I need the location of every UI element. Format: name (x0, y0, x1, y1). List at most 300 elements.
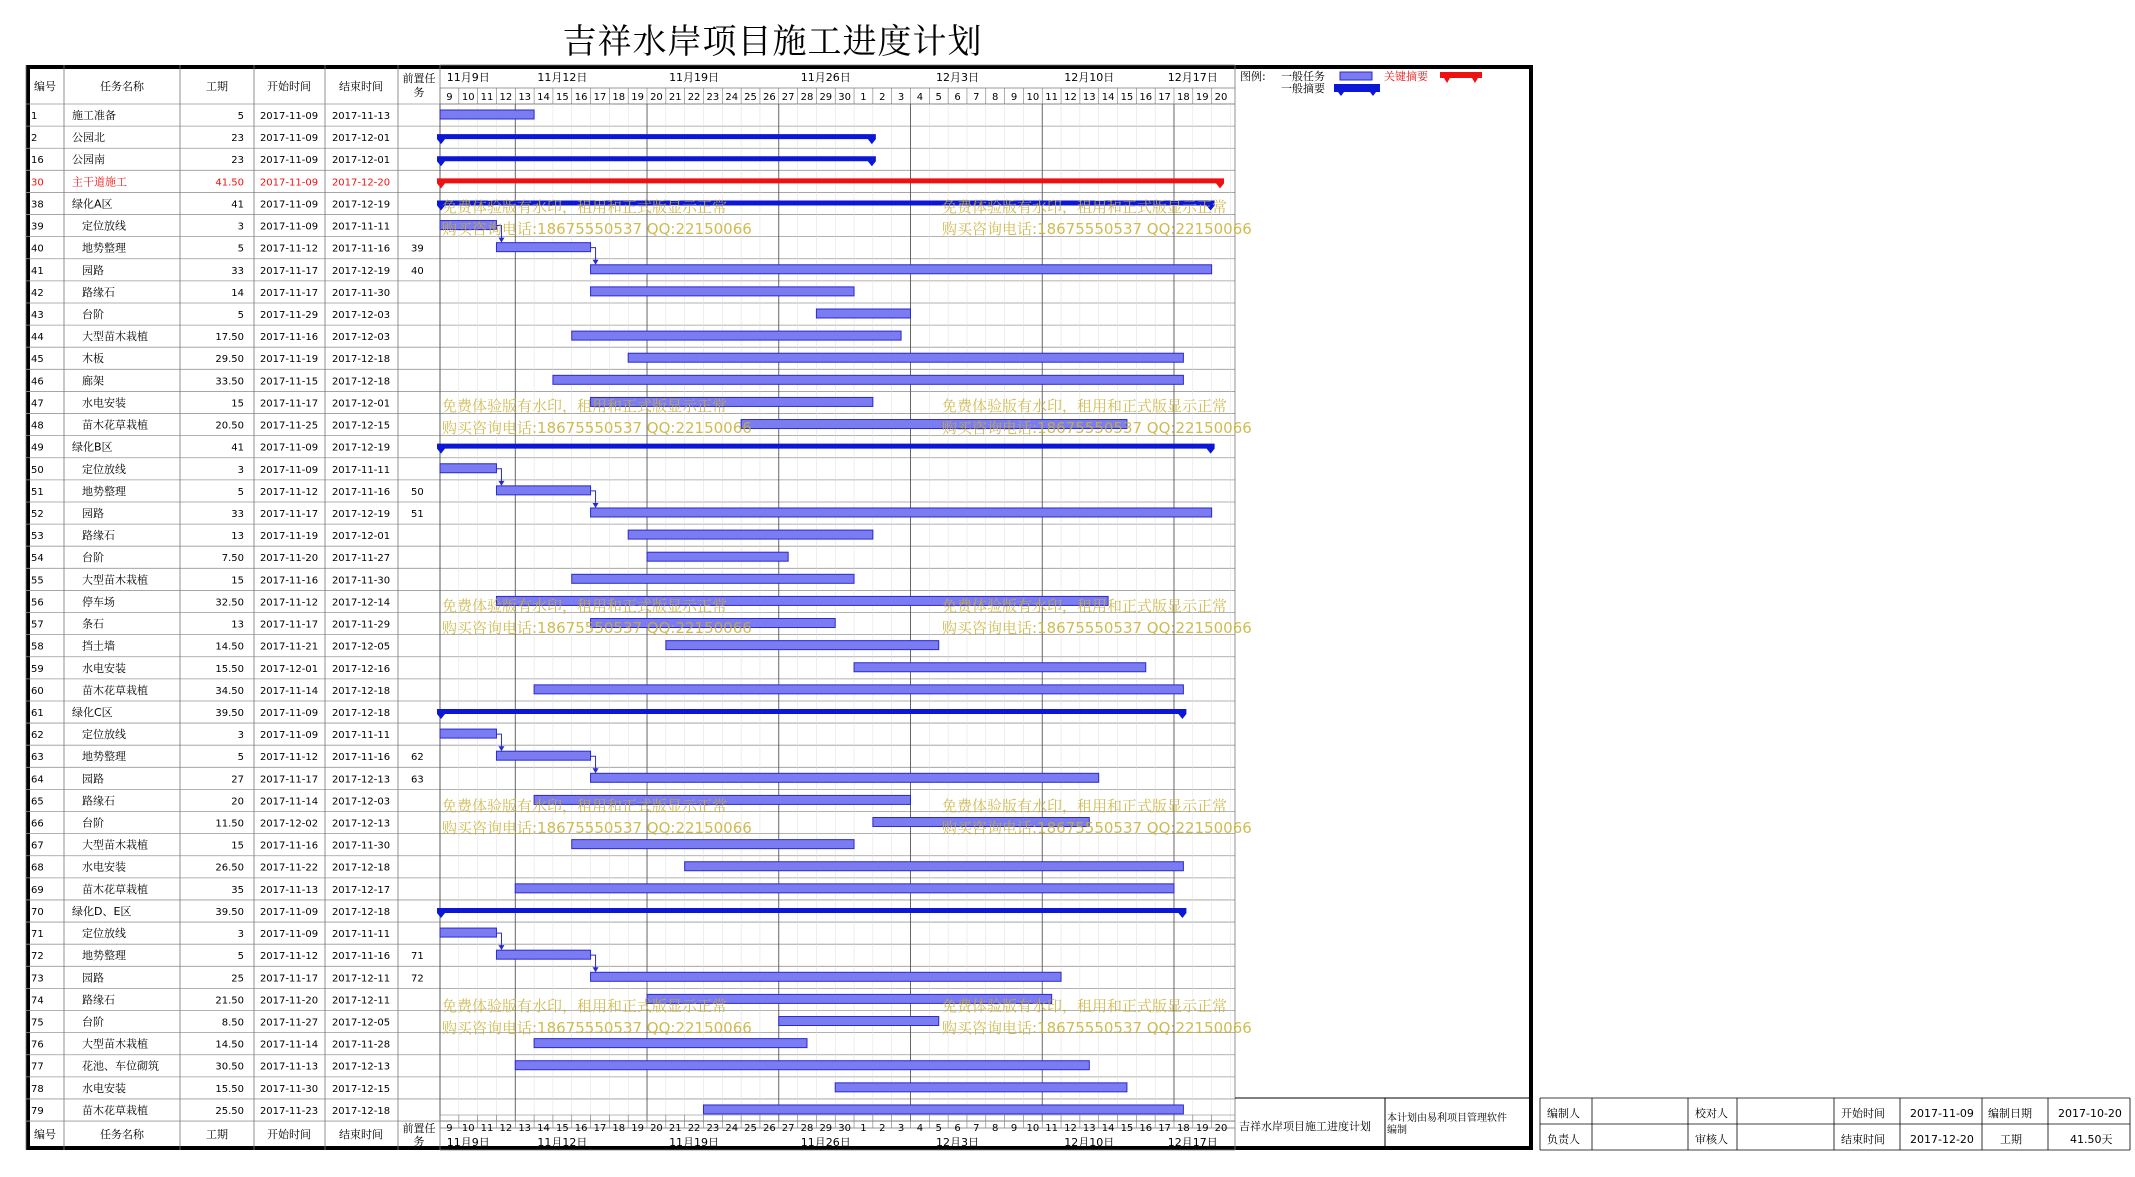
cell-name: 大型苗木栽植 (82, 838, 148, 852)
cell-end: 2017-12-13 (331, 1061, 391, 1073)
cell-name: 苗木花草栽植 (82, 683, 148, 697)
cell-end: 2017-12-15 (331, 1083, 391, 1095)
task-bar (572, 840, 854, 849)
table-row (31, 153, 390, 166)
cell-id: 40 (31, 243, 44, 255)
cell-name: 苗木花草栽植 (82, 1103, 148, 1117)
cell-end: 2017-12-18 (331, 862, 391, 874)
cell-duration: 30.50 (215, 1061, 244, 1073)
task-bar (572, 574, 854, 583)
table-row (31, 838, 390, 852)
day-label: 17 (593, 92, 607, 103)
cell-id: 75 (31, 1017, 44, 1029)
cell-name: 廊架 (82, 374, 104, 388)
cell-id: 46 (31, 376, 44, 388)
table-row (31, 241, 424, 255)
watermark-line1: 免费体验版有水印，租用和正式版显示正常 (942, 997, 1228, 1015)
watermark-line1: 免费体验版有水印，租用和正式版显示正常 (442, 597, 728, 615)
week-label-bottom: 11月19日 (669, 1136, 720, 1149)
cell-start: 2017-11-17 (259, 508, 319, 520)
cell-start: 2017-11-09 (259, 906, 319, 918)
signature-block (1547, 1106, 2122, 1146)
cell-duration: 3 (237, 221, 244, 233)
task-bar (703, 1105, 1183, 1114)
header-pred-line1: 前置任 (402, 72, 436, 85)
cell-end: 2017-12-18 (331, 685, 391, 697)
day-label: 12 (1064, 92, 1077, 103)
footer-header-end: 结束时间 (339, 1128, 383, 1141)
task-bar (647, 552, 788, 561)
cell-end: 2017-11-16 (331, 752, 391, 764)
cell-duration: 33.50 (215, 376, 244, 388)
cell-name: 定位放线 (82, 462, 126, 476)
cell-name: 园路 (82, 506, 104, 520)
cell-pred: 62 (411, 752, 424, 764)
software-note (1387, 1111, 1510, 1136)
day-label-bottom: 8 (992, 1123, 999, 1134)
cell-id: 56 (31, 597, 44, 609)
cell-end: 2017-11-13 (331, 111, 391, 122)
day-label: 24 (725, 92, 739, 103)
cell-id: 68 (31, 862, 44, 874)
cell-start: 2017-11-09 (259, 221, 319, 233)
cell-duration: 5 (237, 243, 244, 255)
cell-start: 2017-11-09 (259, 177, 319, 189)
cell-start: 2017-11-20 (259, 553, 319, 565)
cell-name: 绿化B区 (72, 440, 113, 454)
task-bar (591, 773, 1099, 782)
cell-pred: 63 (411, 774, 424, 786)
cell-end: 2017-12-19 (331, 508, 391, 520)
day-label: 13 (518, 92, 532, 103)
table-row (31, 440, 390, 454)
cell-name: 花池、车位砌筑 (82, 1059, 159, 1073)
table-row (31, 264, 424, 277)
watermark-line2: 购买咨询电话:18675550537 QQ:22150066 (442, 1019, 752, 1037)
cell-start: 2017-11-12 (259, 243, 319, 255)
cell-end: 2017-12-01 (331, 133, 391, 145)
task-bar (591, 972, 1062, 981)
task-bar (440, 928, 496, 937)
task-bar (854, 663, 1146, 672)
cell-end: 2017-11-30 (331, 840, 391, 852)
task-bar (534, 685, 1183, 694)
cell-start: 2017-11-17 (259, 774, 319, 786)
day-label: 11 (480, 92, 494, 103)
cell-duration: 20.50 (215, 420, 244, 432)
watermark (942, 995, 1252, 1039)
cell-end: 2017-12-03 (331, 332, 391, 344)
table-row (31, 904, 390, 918)
cell-duration: 41.50 (215, 177, 244, 189)
cell-id: 44 (31, 332, 44, 344)
day-label: 25 (744, 92, 757, 103)
table-row (31, 992, 390, 1006)
day-label: 26 (762, 92, 776, 103)
cell-id: 71 (31, 929, 44, 941)
cell-start: 2017-11-14 (259, 796, 319, 808)
day-label: 16 (1139, 92, 1153, 103)
cell-end: 2017-12-18 (331, 1105, 391, 1117)
table-row (31, 639, 390, 653)
cell-duration: 41 (231, 442, 244, 454)
cell-end: 2017-12-01 (331, 398, 391, 410)
table-row (31, 617, 390, 631)
watermark-line1: 免费体验版有水印，租用和正式版显示正常 (442, 997, 728, 1015)
day-label-bottom: 12 (1064, 1123, 1077, 1134)
week-label-bottom: 11月9日 (446, 1136, 490, 1149)
cell-end: 2017-11-11 (331, 929, 391, 941)
day-label: 9 (446, 92, 453, 103)
task-bar (835, 1083, 1127, 1092)
cell-duration: 41 (231, 199, 244, 211)
pred-headers (403, 71, 436, 1148)
cell-pred: 50 (411, 486, 424, 498)
footer-header-id: 编号 (34, 1128, 56, 1141)
cell-end: 2017-12-20 (331, 177, 391, 189)
week-label-bottom: 12月3日 (936, 1136, 980, 1149)
day-label: 14 (1101, 92, 1115, 103)
cell-end: 2017-12-05 (331, 1017, 391, 1029)
footer-header-pred-line1: 前置任 (402, 1122, 436, 1135)
watermark (442, 196, 752, 240)
legend-label: 图例: (1240, 70, 1266, 83)
table-row (31, 971, 424, 984)
cell-name: 水电安装 (82, 396, 126, 410)
table-row (31, 1016, 390, 1029)
day-label-bottom: 15 (555, 1123, 569, 1134)
table-row (31, 1103, 390, 1117)
table-row (31, 948, 424, 962)
cell-id: 1 (31, 111, 38, 122)
day-label-bottom: 11 (1045, 1123, 1059, 1134)
table-row (31, 727, 390, 741)
watermark-line2: 购买咨询电话:18675550537 QQ:22150066 (942, 619, 1252, 637)
cell-duration: 3 (237, 929, 244, 941)
day-label-bottom: 19 (1195, 1123, 1209, 1134)
table-row (31, 793, 390, 807)
footer-header-duration: 工期 (206, 1128, 228, 1141)
cell-name: 台阶 (82, 816, 104, 830)
table-row (31, 329, 390, 343)
header-duration: 工期 (206, 80, 228, 93)
cell-id: 66 (31, 818, 44, 830)
task-bar (572, 331, 901, 340)
week-label: 11月19日 (669, 71, 720, 84)
day-label-bottom: 10 (461, 1123, 475, 1134)
cell-start: 2017-12-02 (259, 818, 319, 830)
summary-bar (437, 134, 876, 144)
table-footer-header (34, 1127, 383, 1141)
day-label: 16 (574, 92, 588, 103)
week-label-bottom: 12月10日 (1064, 1136, 1115, 1149)
cell-duration: 35 (231, 884, 244, 896)
cell-end: 2017-11-30 (331, 575, 391, 587)
day-label-bottom: 29 (819, 1123, 833, 1134)
cell-start: 2017-11-14 (259, 1039, 319, 1051)
cell-end: 2017-12-05 (331, 641, 391, 653)
cell-id: 43 (31, 309, 44, 321)
watermark (942, 595, 1252, 639)
week-label-bottom: 12月17日 (1167, 1136, 1218, 1149)
page-title: 吉祥水岸项目施工进度计划 (562, 22, 983, 62)
editor-label: 编制人 (1547, 1107, 1580, 1120)
watermark (442, 995, 752, 1039)
cell-name: 苗木花草栽植 (82, 882, 148, 896)
cell-start: 2017-11-09 (259, 730, 319, 742)
watermark (942, 395, 1252, 439)
task-bar (816, 309, 910, 318)
watermark (442, 795, 752, 839)
cell-name: 地势整理 (82, 750, 126, 764)
task-bar (666, 641, 939, 650)
cell-start: 2017-11-19 (259, 531, 319, 543)
cell-duration: 13 (231, 531, 244, 543)
cell-id: 49 (31, 442, 44, 454)
cell-name: 主干道施工 (72, 175, 127, 189)
day-label: 20 (1214, 92, 1228, 103)
cell-duration: 23 (231, 155, 244, 167)
cell-end: 2017-11-30 (331, 287, 391, 299)
task-bar (515, 884, 1174, 893)
cell-id: 58 (31, 641, 44, 653)
cell-duration: 34.50 (215, 685, 244, 697)
table-row (31, 528, 390, 542)
cell-id: 62 (31, 730, 44, 742)
watermark-line1: 免费体验版有水印，租用和正式版显示正常 (942, 397, 1228, 415)
cell-start: 2017-11-09 (259, 707, 319, 719)
cell-start: 2017-11-20 (259, 995, 319, 1007)
cell-id: 72 (31, 951, 44, 963)
task-bar (591, 265, 1212, 274)
cell-name: 水电安装 (82, 1081, 126, 1095)
cell-end: 2017-12-03 (331, 309, 391, 321)
cell-id: 78 (31, 1083, 44, 1095)
cell-start: 2017-11-09 (259, 464, 319, 476)
day-label-bottom: 13 (518, 1123, 532, 1134)
cell-start: 2017-11-25 (259, 420, 319, 432)
day-label-bottom: 3 (897, 1123, 905, 1134)
day-label: 29 (819, 92, 833, 103)
cell-duration: 7.50 (221, 553, 244, 565)
cell-pred: 39 (411, 243, 424, 255)
cell-start: 2017-11-09 (259, 442, 319, 454)
header-name: 任务名称 (100, 80, 144, 93)
cell-name: 路缘石 (82, 285, 115, 299)
dependency-arrowhead (498, 945, 504, 950)
day-label-bottom: 1 (860, 1123, 867, 1134)
cell-start: 2017-11-19 (259, 354, 319, 366)
watermark-line1: 免费体验版有水印，租用和正式版显示正常 (942, 198, 1228, 216)
footer-header-name: 任务名称 (100, 1128, 144, 1141)
table-row (31, 926, 390, 940)
cell-id: 16 (31, 155, 44, 167)
cell-duration: 39.50 (215, 906, 244, 918)
cell-start: 2017-11-12 (259, 597, 319, 609)
table-row (31, 507, 424, 520)
cell-id: 76 (31, 1039, 44, 1051)
cell-start: 2017-11-09 (259, 199, 319, 211)
cell-duration: 29.50 (215, 354, 244, 366)
week-label: 11月9日 (446, 71, 490, 84)
cell-end: 2017-12-11 (331, 995, 391, 1007)
watermark (442, 595, 752, 639)
cell-id: 42 (31, 287, 44, 299)
watermark-line2: 购买咨询电话:18675550537 QQ:22150066 (942, 819, 1252, 837)
cell-start: 2017-11-27 (259, 1017, 319, 1029)
task-bar (440, 729, 496, 738)
day-label-bottom: 2 (879, 1123, 886, 1134)
day-label-bottom: 14 (537, 1123, 550, 1134)
day-label-bottom: 23 (706, 1123, 720, 1134)
cell-end: 2017-12-19 (331, 265, 391, 277)
day-label: 4 (916, 92, 924, 103)
cell-duration: 20 (231, 796, 244, 808)
task-bar (591, 508, 1212, 517)
cell-duration: 39.50 (215, 707, 244, 719)
cell-duration: 5 (237, 752, 244, 764)
software-note-line2: 编制 (1387, 1125, 1407, 1136)
cell-id: 55 (31, 575, 44, 587)
cell-end: 2017-12-18 (331, 376, 391, 388)
day-label: 22 (687, 92, 701, 103)
cell-start: 2017-11-12 (259, 752, 319, 764)
cell-id: 57 (31, 619, 44, 631)
day-label: 10 (1026, 92, 1040, 103)
day-label-bottom: 17 (593, 1123, 607, 1134)
task-bar (628, 530, 873, 539)
legend-normal-task-swatch (1340, 72, 1372, 80)
dependency-arrowhead (498, 746, 504, 751)
cell-start: 2017-11-17 (259, 973, 319, 985)
cell-start: 2017-11-12 (259, 951, 319, 963)
table-row (31, 551, 390, 564)
cell-end: 2017-12-17 (331, 884, 391, 896)
day-label-bottom: 27 (781, 1123, 795, 1134)
cell-end: 2017-11-16 (331, 951, 391, 963)
day-label: 9 (1010, 92, 1018, 103)
day-label: 18 (1177, 92, 1190, 103)
cell-name: 条石 (82, 617, 104, 631)
start-value: 2017-11-09 (1910, 1107, 1974, 1120)
footer-header-start: 开始时间 (267, 1128, 311, 1141)
watermark (942, 196, 1252, 240)
header-pred-line2: 务 (413, 86, 425, 99)
dependency-arrowhead (593, 967, 599, 972)
plan-info-box (1239, 1111, 1510, 1136)
start-label: 开始时间 (1841, 1107, 1885, 1120)
day-label-bottom: 16 (1139, 1123, 1153, 1134)
table-row (31, 351, 390, 365)
cell-end: 2017-11-27 (331, 553, 391, 565)
cell-start: 2017-11-16 (259, 332, 319, 344)
table-row (31, 683, 390, 697)
cell-id: 53 (31, 531, 44, 543)
task-bar (591, 287, 854, 296)
cell-end: 2017-12-13 (331, 774, 391, 786)
cell-pred: 51 (411, 508, 424, 520)
table-row (31, 484, 424, 498)
cell-duration: 14 (231, 287, 244, 299)
summary-bar (437, 908, 1186, 918)
day-label-bottom: 17 (1158, 1123, 1171, 1134)
cell-name: 台阶 (82, 551, 104, 565)
watermark-line1: 免费体验版有水印，租用和正式版显示正常 (442, 198, 728, 216)
cell-name: 大型苗木栽植 (82, 573, 148, 587)
critical-summary-bar (437, 178, 1224, 188)
week-label-bottom: 11月26日 (800, 1136, 851, 1149)
task-bar (496, 751, 590, 760)
table-row (31, 373, 390, 387)
watermark-line1: 免费体验版有水印，租用和正式版显示正常 (442, 397, 728, 415)
cell-name: 园路 (82, 263, 104, 277)
end-label: 结束时间 (1841, 1133, 1885, 1146)
day-label-bottom: 19 (631, 1123, 644, 1134)
cell-start: 2017-11-14 (259, 685, 319, 697)
cell-end: 2017-11-16 (331, 243, 391, 255)
cell-start: 2017-11-09 (259, 929, 319, 941)
cell-end: 2017-12-18 (331, 354, 391, 366)
cell-name: 停车场 (82, 595, 115, 609)
day-label-bottom: 18 (612, 1123, 626, 1134)
table-row (31, 308, 390, 321)
day-label-bottom: 9 (1010, 1123, 1018, 1134)
day-label-bottom: 25 (744, 1123, 757, 1134)
legend-normal-task-label: 一般任务 (1281, 70, 1325, 83)
compile-value: 2017-10-20 (2058, 1107, 2122, 1120)
day-label-bottom: 12 (499, 1123, 513, 1134)
watermark-line1: 免费体验版有水印，租用和正式版显示正常 (442, 797, 728, 815)
table-row (31, 572, 390, 586)
cell-id: 41 (31, 265, 44, 277)
day-label-bottom: 4 (916, 1123, 924, 1134)
header-start: 开始时间 (267, 80, 311, 93)
cell-name: 水电安装 (82, 860, 126, 874)
duration-value: 41.50天 (2070, 1133, 2113, 1146)
cell-id: 61 (31, 707, 44, 719)
cell-duration: 26.50 (215, 862, 244, 874)
cell-id: 2 (31, 133, 38, 145)
watermark-line2: 购买咨询电话:18675550537 QQ:22150066 (442, 619, 752, 637)
watermark (442, 395, 752, 439)
cell-name: 路缘石 (82, 993, 115, 1007)
day-label: 1 (860, 92, 867, 103)
cell-start: 2017-11-16 (259, 840, 319, 852)
cell-duration: 25.50 (215, 1105, 244, 1117)
table-row (31, 705, 390, 719)
summary-bar (437, 444, 1215, 454)
legend-critical-summary-label: 关键摘要 (1384, 70, 1428, 83)
table-row (31, 395, 390, 409)
cell-name: 园路 (82, 772, 104, 786)
cell-id: 50 (31, 464, 44, 476)
day-label: 21 (668, 92, 682, 103)
day-label: 3 (897, 92, 905, 103)
cell-id: 48 (31, 420, 44, 432)
software-note-line1: 本计划由易利项目管理软件 (1387, 1113, 1507, 1124)
cell-id: 39 (31, 221, 44, 233)
cell-duration: 15.50 (215, 1083, 244, 1095)
cell-pred: 71 (411, 951, 424, 963)
cell-name: 水电安装 (82, 661, 126, 675)
task-bar (496, 486, 590, 495)
cell-name: 公园北 (72, 131, 105, 145)
cell-name: 地势整理 (82, 949, 126, 963)
cell-start: 2017-11-13 (259, 1061, 319, 1073)
cell-end: 2017-12-03 (331, 796, 391, 808)
day-label: 8 (992, 92, 999, 103)
cell-end: 2017-11-11 (331, 221, 391, 233)
